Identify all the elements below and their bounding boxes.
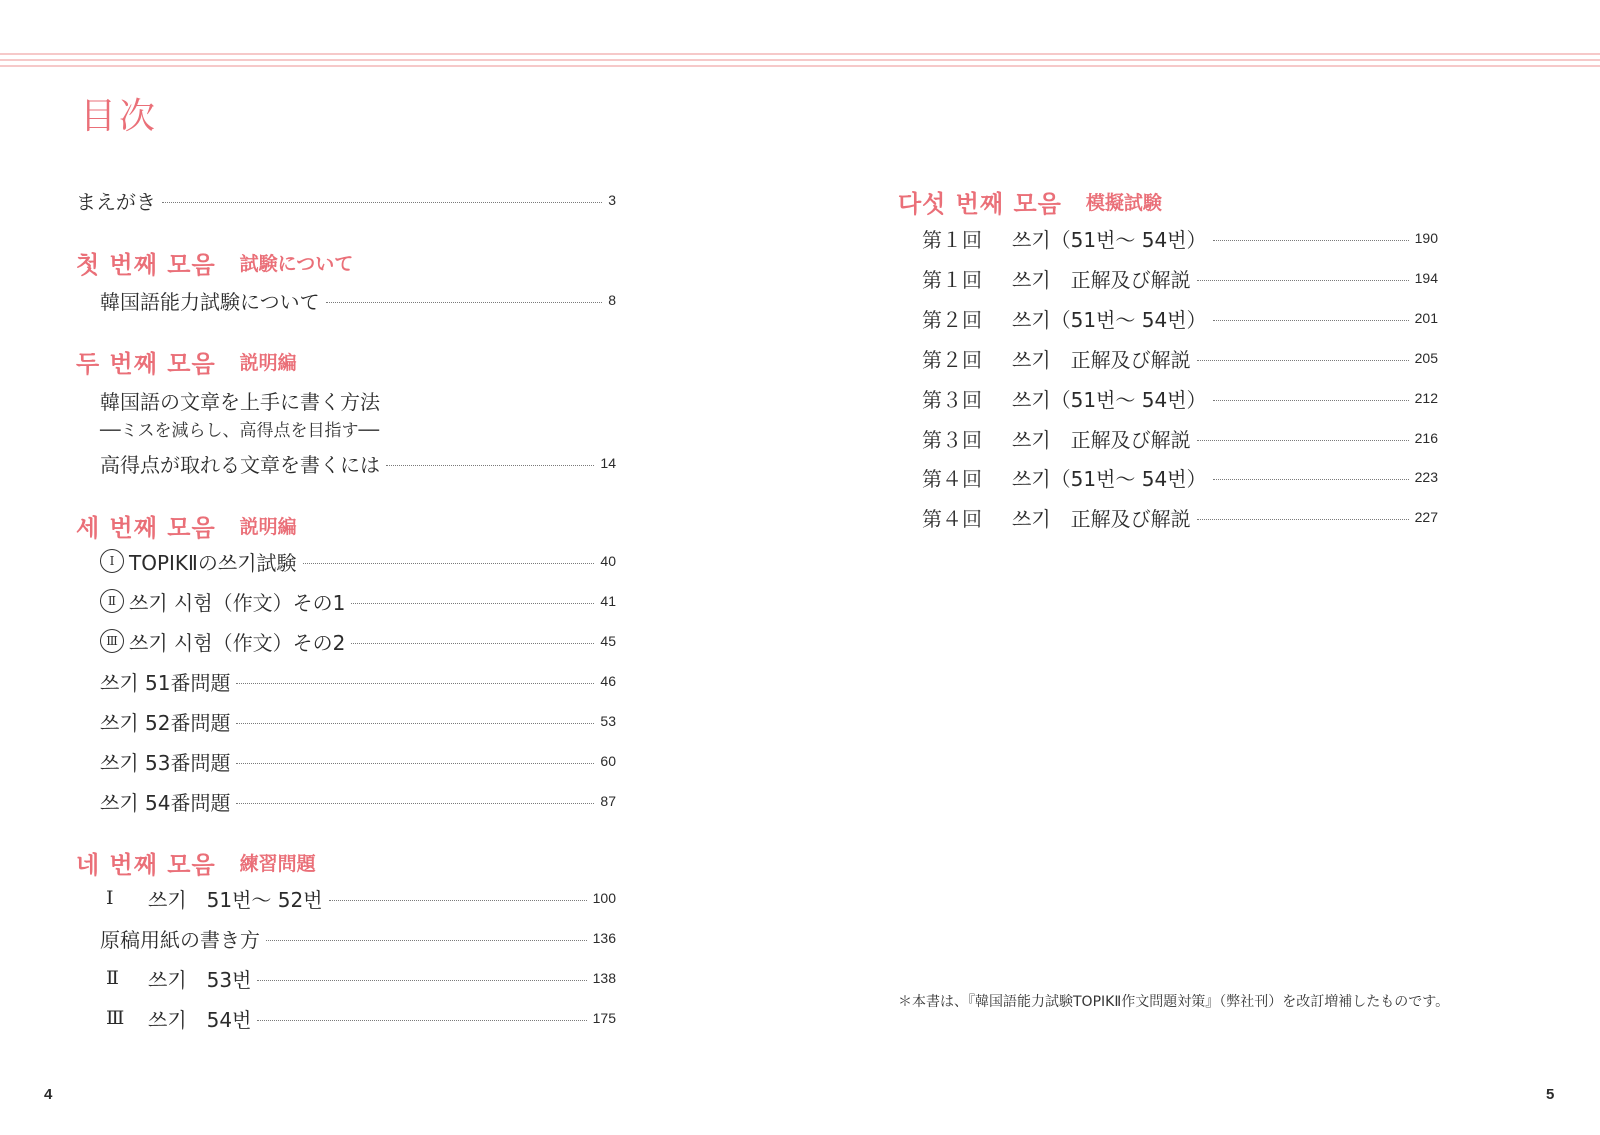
toc-entry-label: 쓰기 54번: [148, 1007, 252, 1032]
header-band: [0, 53, 1600, 55]
toc-entry[interactable]: [922, 223, 1438, 253]
toc-entry[interactable]: [922, 462, 1438, 492]
leader-dots: [1213, 240, 1409, 241]
section-heading-kr: 세 번째 모음: [76, 513, 216, 542]
toc-entry-label: 쓰기 51번～ 52번: [148, 887, 323, 912]
toc-entry[interactable]: [100, 786, 616, 816]
toc-entry-page: 45: [600, 633, 616, 649]
toc-entry[interactable]: [106, 883, 616, 913]
toc-entry-label: 쓰기（51번～ 54번）: [1012, 466, 1207, 491]
circled-numeral: Ⅲ: [100, 629, 124, 653]
section-heading-kr: 다섯 번째 모음: [898, 189, 1062, 218]
toc-entry-page: 194: [1414, 270, 1438, 286]
round-label: 第４回: [922, 466, 982, 491]
toc-entry-page: 14: [600, 455, 616, 471]
toc-entry-page: 3: [608, 192, 616, 208]
section-heading-jp: 説明編: [239, 351, 297, 374]
section-heading: [76, 509, 297, 541]
toc-entry-label: まえがき: [76, 189, 156, 214]
section-heading-kr: 두 번째 모음: [76, 349, 216, 378]
header-band: [0, 65, 1600, 67]
toc-entry[interactable]: [100, 923, 616, 953]
toc-entry-label: 쓰기（51번～ 54번）: [1012, 227, 1207, 252]
toc-entry-page: 41: [600, 593, 616, 609]
page-title: 目次: [80, 96, 159, 137]
toc-entry-label: 쓰기 53番問題: [100, 750, 231, 775]
leader-dots: [1197, 360, 1409, 361]
section-heading: [76, 846, 316, 878]
toc-entry-page: 201: [1414, 310, 1438, 326]
toc-entry-page: 136: [592, 930, 616, 946]
leader-dots: [1197, 280, 1409, 281]
toc-entry-page: 212: [1414, 390, 1438, 406]
leader-dots: [257, 1020, 586, 1021]
section-heading-jp: 模擬試験: [1085, 191, 1162, 214]
round-label: 第２回: [922, 347, 982, 372]
toc-entry-label: 쓰기 正解及び解説: [1012, 427, 1191, 452]
toc-entry[interactable]: [100, 746, 616, 776]
section-heading-kr: 첫 번째 모음: [76, 250, 216, 279]
toc-entry-label: 쓰기（51번～ 54번）: [1012, 307, 1207, 332]
toc-entry-page: 87: [600, 793, 616, 809]
toc-entry-page: 40: [600, 553, 616, 569]
leader-dots: [329, 900, 587, 901]
toc-entry[interactable]: [100, 706, 616, 736]
toc-entry[interactable]: [100, 666, 616, 696]
leader-dots: [303, 563, 595, 564]
toc-entry-page: 216: [1414, 430, 1438, 446]
toc-entry-subtitle: ──ミスを減らし、高得点を目指す──: [100, 421, 379, 441]
section-heading-jp: 説明編: [239, 515, 297, 538]
round-label: 第１回: [922, 267, 982, 292]
leader-dots: [326, 302, 603, 303]
toc-entry[interactable]: [922, 502, 1438, 532]
leader-dots: [236, 723, 594, 724]
toc-entry[interactable]: [100, 285, 616, 315]
toc-entry[interactable]: [922, 303, 1438, 333]
round-label: 第４回: [922, 506, 982, 531]
leader-dots: [351, 643, 594, 644]
toc-entry-page: 190: [1414, 230, 1438, 246]
roman-numeral: Ⅰ: [106, 887, 114, 909]
leader-dots: [1213, 479, 1409, 480]
toc-entry[interactable]: [922, 343, 1438, 373]
toc-entry-label: 韓国語の文章を上手に書く方法: [100, 389, 380, 414]
toc-entry-label: 韓国語能力試験について: [100, 289, 320, 314]
section-heading: [76, 246, 353, 278]
leader-dots: [1197, 519, 1409, 520]
toc-entry-page: 223: [1414, 469, 1438, 485]
toc-entry-page: 175: [592, 1010, 616, 1026]
section-heading-jp: 試験について: [239, 252, 354, 275]
toc-entry-label: 쓰기 54番問題: [100, 790, 231, 815]
footnote: ＊本書は、『韓国語能力試験TOPIKⅡ作文問題対策』（弊社刊）を改訂増補したものです。: [898, 994, 1450, 1010]
leader-dots: [236, 803, 594, 804]
toc-entry-label: 쓰기 53번: [148, 967, 252, 992]
toc-entry-label: TOPIKⅡの쓰기試験: [129, 550, 297, 575]
toc-entry-label: 쓰기 52番問題: [100, 710, 231, 735]
toc-entry[interactable]: [922, 423, 1438, 453]
roman-numeral: Ⅱ: [106, 967, 119, 989]
leader-dots: [1213, 400, 1409, 401]
toc-entry[interactable]: [106, 1003, 616, 1033]
section-heading: [898, 185, 1162, 217]
toc-entry-title[interactable]: [100, 385, 380, 415]
toc-entry[interactable]: [76, 185, 616, 215]
round-label: 第３回: [922, 387, 982, 412]
page-number-left: 4: [44, 1086, 53, 1103]
header-band: [0, 59, 1600, 61]
circled-numeral: Ⅰ: [100, 549, 124, 573]
toc-entry-page: 46: [600, 673, 616, 689]
toc-entry-page: 8: [608, 292, 616, 308]
leader-dots: [351, 603, 594, 604]
toc-entry-label: 쓰기 시험（作文）その2: [129, 630, 346, 655]
toc-entry[interactable]: [100, 546, 616, 576]
toc-entry-label: 쓰기 正解及び解説: [1012, 506, 1191, 531]
toc-entry[interactable]: [100, 448, 616, 478]
toc-entry-page: 205: [1414, 350, 1438, 366]
leader-dots: [386, 465, 594, 466]
round-label: 第２回: [922, 307, 982, 332]
toc-entry[interactable]: [922, 383, 1438, 413]
toc-entry-page: 227: [1414, 509, 1438, 525]
section-heading-kr: 네 번째 모음: [76, 850, 216, 879]
toc-entry-page: 60: [600, 753, 616, 769]
toc-entry-page: 53: [600, 713, 616, 729]
roman-numeral: Ⅲ: [106, 1007, 125, 1029]
toc-entry-label: 쓰기 시험（作文）その1: [129, 590, 346, 615]
round-label: 第３回: [922, 427, 982, 452]
toc-entry-label: 原稿用紙の書き方: [100, 927, 260, 952]
toc-entry[interactable]: [100, 626, 616, 656]
toc-entry-label: 쓰기 正解及び解説: [1012, 347, 1191, 372]
toc-entry-label: 쓰기（51번～ 54번）: [1012, 387, 1207, 412]
leader-dots: [1197, 440, 1409, 441]
toc-entry-page: 138: [592, 970, 616, 986]
toc-entry[interactable]: [922, 263, 1438, 293]
page-number-right: 5: [1546, 1086, 1555, 1103]
circled-numeral: Ⅱ: [100, 589, 124, 613]
leader-dots: [1213, 320, 1409, 321]
leader-dots: [162, 202, 602, 203]
leader-dots: [236, 683, 594, 684]
toc-entry-page: 100: [592, 890, 616, 906]
toc-entry-label: 쓰기 51番問題: [100, 670, 231, 695]
leader-dots: [257, 980, 586, 981]
leader-dots: [236, 763, 594, 764]
toc-entry[interactable]: [106, 963, 616, 993]
section-heading-jp: 練習問題: [239, 852, 316, 875]
toc-entry[interactable]: [100, 586, 616, 616]
section-heading: [76, 345, 297, 377]
toc-entry-label: 高得点が取れる文章を書くには: [100, 452, 380, 477]
toc-entry-label: 쓰기 正解及び解説: [1012, 267, 1191, 292]
leader-dots: [266, 940, 587, 941]
round-label: 第１回: [922, 227, 982, 252]
